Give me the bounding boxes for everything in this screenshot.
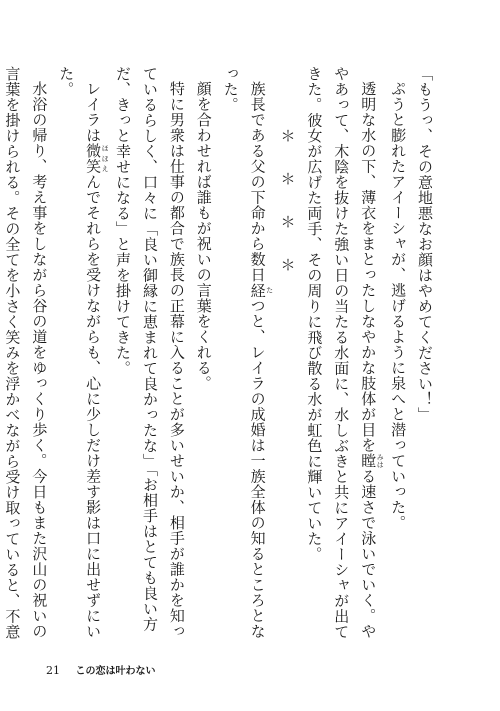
ruby-word: 微笑 ほほえ <box>84 143 110 174</box>
paragraph-text: つと、レイラの成婚は一族全体の知るところとなった。 <box>221 66 267 639</box>
paragraph-text: んでそれらを受けながらも、心に少しだけ差す影は口に出せずにいた。 <box>57 66 103 639</box>
furigana: ほほえ <box>101 143 110 174</box>
furigana: みは <box>376 453 385 469</box>
paragraph <box>52 66 109 651</box>
paragraph-text: レイラは <box>84 81 103 143</box>
ruby-word: 経 た <box>248 282 274 298</box>
paragraph: 特に男衆は仕事の都合で族長の正幕に入ることが多いせいか、相手が誰かを知っているらしく、口々に「良い御縁に恵まれて良かったな」「お相手はとても良い方だ、きっと幸せになる」と声を掛けてきた。 <box>114 66 186 639</box>
paragraph-text: る速さで泳いでいく。ややあって、木陰を抜けた強い日の当たる水面に、水しぶきと共にアイーシャが出てきた。彼女が広げた両手、その周りに飛び散る水が虹色に輝いていた。 <box>305 66 378 640</box>
scene-break-asterisks: ＊＊＊＊ <box>278 128 297 300</box>
paragraph: 顔を合わせれば誰もが祝いの言葉をくれる。 <box>194 81 213 391</box>
ruby-word: 瞠 みは <box>359 453 385 469</box>
paragraph-dialogue: 「もうっ、その意地悪なお顔はやめてください！」 <box>416 66 434 423</box>
page-footer <box>46 662 156 677</box>
paragraph-text: 族長である父の下命から数日 <box>248 81 267 283</box>
paragraph-text: 透明な水の下、薄衣をまとったしなやかな肢体が目を <box>359 81 378 453</box>
paragraph: ぷうと膨れたアイーシャが、逃げるように泉へと潜っていった。 <box>389 81 408 531</box>
paragraph: 水浴の帰り、考え事をしながら谷の道をゆっくり歩く。今日もまた沢山の祝いの言葉を掛けられる。その全てを小さく笑みを浮かべながら受け取っていると、不意 <box>3 66 49 640</box>
furigana: た <box>265 282 274 298</box>
vertical-text-block <box>3 66 438 651</box>
page-number: 21 <box>46 664 60 677</box>
running-title: この恋は叶わない <box>75 666 156 677</box>
paragraph <box>217 66 274 651</box>
paragraph <box>300 66 384 651</box>
